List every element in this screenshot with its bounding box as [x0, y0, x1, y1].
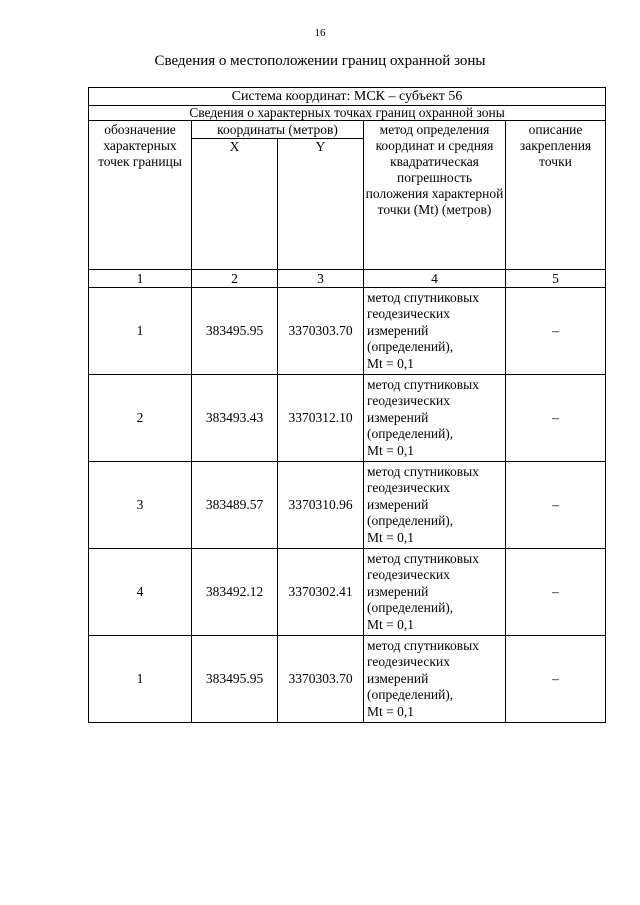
method-line: Mt = 0,1 [367, 529, 414, 545]
method-line: измерений [367, 409, 429, 425]
method-line: (определений), [367, 339, 454, 355]
table-row [89, 549, 606, 636]
method-line: Mt = 0,1 [367, 442, 414, 458]
method-line: (определений), [367, 513, 454, 529]
x-coordinate-cell: 383489.57 [192, 462, 278, 549]
method-cell [364, 288, 506, 375]
fixing-description-cell: – [506, 375, 606, 462]
fixing-description-cell: – [506, 636, 606, 723]
method-line: измерений [367, 322, 429, 338]
method-line: геодезических [367, 393, 450, 409]
method-line: измерений [367, 496, 429, 512]
method-line: метод спутниковых [367, 463, 479, 479]
header-method: метод определения координат и средняя квадратическая погрешность положения характерной точки (Mt) (метров) [364, 121, 506, 270]
point-number-cell: 4 [89, 549, 192, 636]
coordinate-system-cell: Система координат: МСК – субъект 56 [89, 88, 606, 106]
table-row [89, 375, 606, 462]
method-line: Mt = 0,1 [367, 355, 414, 371]
method-line: геодезических [367, 567, 450, 583]
column-number: 4 [364, 270, 506, 288]
point-number-cell: 3 [89, 462, 192, 549]
boundary-points-table [88, 87, 606, 723]
method-line: геодезических [367, 306, 450, 322]
table-row [89, 636, 606, 723]
method-line: (определений), [367, 426, 454, 442]
page-number: 16 [314, 27, 326, 39]
x-coordinate-cell: 383493.43 [192, 375, 278, 462]
method-line: (определений), [367, 600, 454, 616]
y-coordinate-cell: 3370303.70 [278, 288, 364, 375]
method-cell [364, 375, 506, 462]
fixing-description-cell: – [506, 288, 606, 375]
method-line: измерений [367, 670, 429, 686]
column-number: 3 [278, 270, 364, 288]
header-description: описание закрепления точки [506, 121, 606, 270]
y-coordinate-cell: 3370302.41 [278, 549, 364, 636]
header-coordinates: координаты (метров) [192, 121, 364, 139]
x-coordinate-cell: 383495.95 [192, 288, 278, 375]
method-line: геодезических [367, 654, 450, 670]
method-line: метод спутниковых [367, 289, 479, 305]
method-line: геодезических [367, 480, 450, 496]
column-number: 2 [192, 270, 278, 288]
method-line: метод спутниковых [367, 637, 479, 653]
method-line: метод спутниковых [367, 550, 479, 566]
method-cell [364, 636, 506, 723]
table-row [89, 288, 606, 375]
y-coordinate-cell: 3370303.70 [278, 636, 364, 723]
fixing-description-cell: – [506, 462, 606, 549]
document-title: Сведения о местоположении границ охранной зоны [154, 53, 486, 69]
method-cell [364, 549, 506, 636]
column-number: 5 [506, 270, 606, 288]
header-x: X [192, 139, 278, 270]
method-line: метод спутниковых [367, 376, 479, 392]
header-designation: обозначение характерных точек границы [89, 121, 192, 270]
column-number: 1 [89, 270, 192, 288]
point-number-cell: 1 [89, 636, 192, 723]
method-cell [364, 462, 506, 549]
method-line: Mt = 0,1 [367, 703, 414, 719]
x-coordinate-cell: 383495.95 [192, 636, 278, 723]
method-line: измерений [367, 583, 429, 599]
points-info-cell: Сведения о характерных точках границ охранной зоны [89, 106, 606, 121]
method-line: (определений), [367, 687, 454, 703]
method-line: Mt = 0,1 [367, 616, 414, 632]
table-row [89, 462, 606, 549]
point-number-cell: 2 [89, 375, 192, 462]
y-coordinate-cell: 3370312.10 [278, 375, 364, 462]
x-coordinate-cell: 383492.12 [192, 549, 278, 636]
y-coordinate-cell: 3370310.96 [278, 462, 364, 549]
point-number-cell: 1 [89, 288, 192, 375]
header-y: Y [278, 139, 364, 270]
fixing-description-cell: – [506, 549, 606, 636]
